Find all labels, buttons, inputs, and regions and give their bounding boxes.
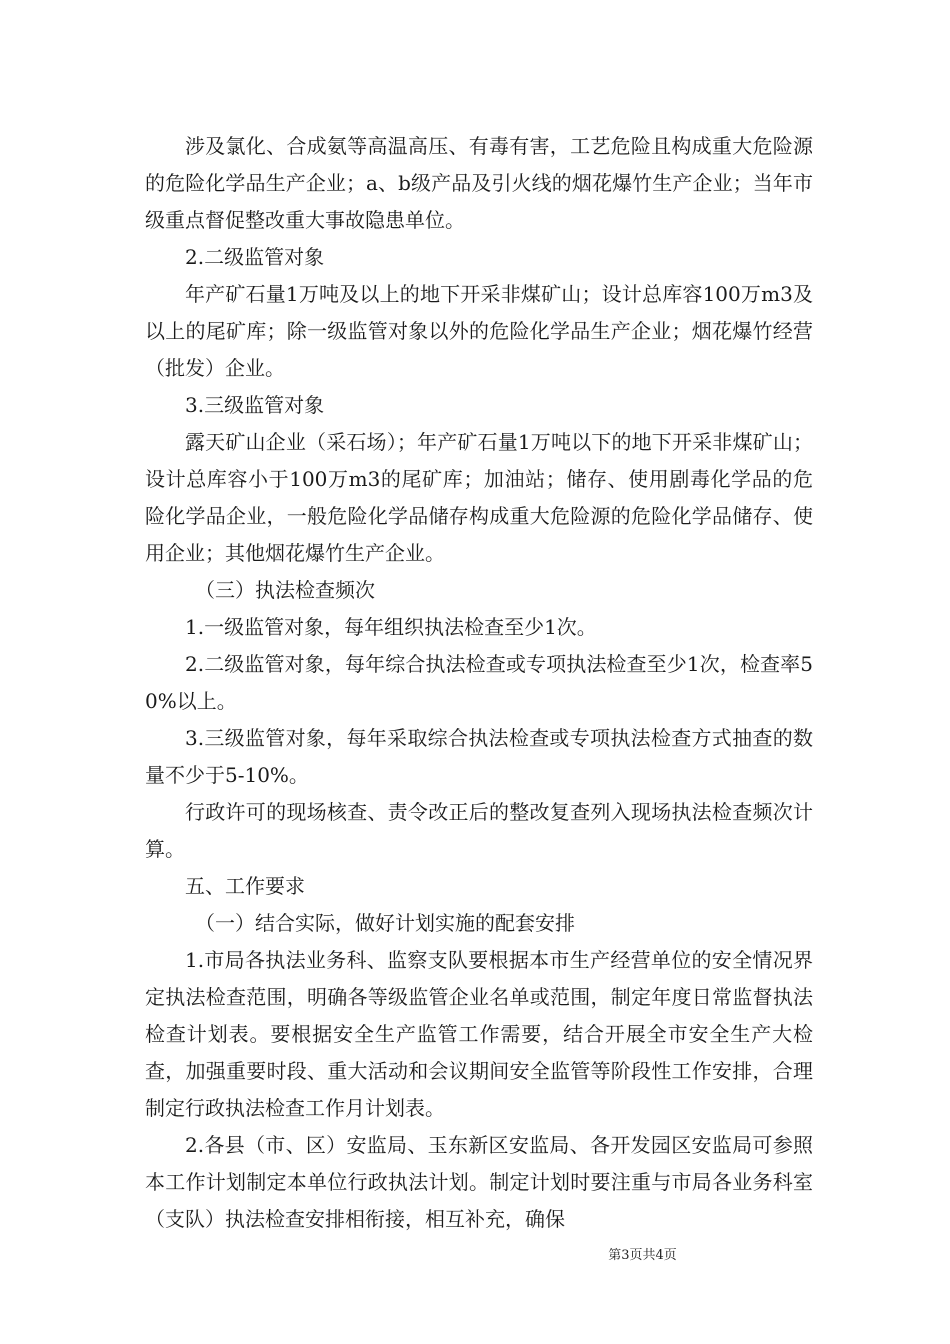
document-body	[145, 128, 813, 1238]
paragraph-inspection-note: 行政许可的现场核查、责令改正后的整改复查列入现场执法检查频次计算。	[145, 800, 813, 861]
heading-level-2-target: 2.二级监管对象	[185, 245, 325, 269]
frequency-item-1: 1.一级监管对象，每年组织执法检查至少1次。	[185, 615, 597, 639]
requirement-item-2: 2.各县（市、区）安监局、玉东新区安监局、各开发园区安监局可参照本工作计划制定本单位行政执法计划。制定计划时要注重与市局各业务科室（支队）执法检查安排相衔接，相互补充，确保	[145, 1133, 813, 1231]
paragraph-1: 涉及氯化、合成氨等高温高压、有毒有害，工艺危险且构成重大危险源的危险化学品生产企业；a、b级产品及引火线的烟花爆竹生产企业；当年市级重点督促整改重大事故隐患单位。	[145, 134, 813, 232]
section-heading-work-requirements: 五、工作要求	[185, 874, 305, 898]
heading-level-3-target: 3.三级监管对象	[185, 393, 325, 417]
subsection-heading-plan-arrangement: （一）结合实际，做好计划实施的配套安排	[195, 911, 575, 935]
page-number-label: 第3页共4页	[608, 1248, 677, 1263]
paragraph-level-2-content: 年产矿石量1万吨及以上的地下开采非煤矿山；设计总库容100万m3及以上的尾矿库；除一级监管对象以外的危险化学品生产企业；烟花爆竹经营（批发）企业。	[145, 282, 813, 380]
requirement-item-1: 1.市局各执法业务科、监察支队要根据本市生产经营单位的安全情况界定执法检查范围，明确各等级监管企业名单或范围，制定年度日常监督执法检查计划表。要根据安全生产监管工作需要，结合开展全市安全生产大检查，加强重要时段、重大活动和会议期间安全监管等阶段性工作安排，合理制定行政执法检查工作月计划表。	[145, 948, 813, 1120]
frequency-item-2: 2.二级监管对象，每年综合执法检查或专项执法检查至少1次，检查率50%以上。	[145, 652, 813, 713]
section-heading-inspection-frequency: （三）执法检查频次	[195, 578, 375, 602]
frequency-item-3: 3.三级监管对象，每年采取综合执法检查或专项执法检查方式抽查的数量不少于5-10%。	[145, 726, 813, 787]
page-footer	[0, 1247, 950, 1265]
paragraph-level-3-content: 露天矿山企业（采石场）；年产矿石量1万吨以下的地下开采非煤矿山；设计总库容小于100万m3的尾矿库；加油站；储存、使用剧毒化学品的危险化学品企业，一般危险化学品储存构成重大危险源的危险化学品储存、使用企业；其他烟花爆竹生产企业。	[145, 430, 813, 565]
